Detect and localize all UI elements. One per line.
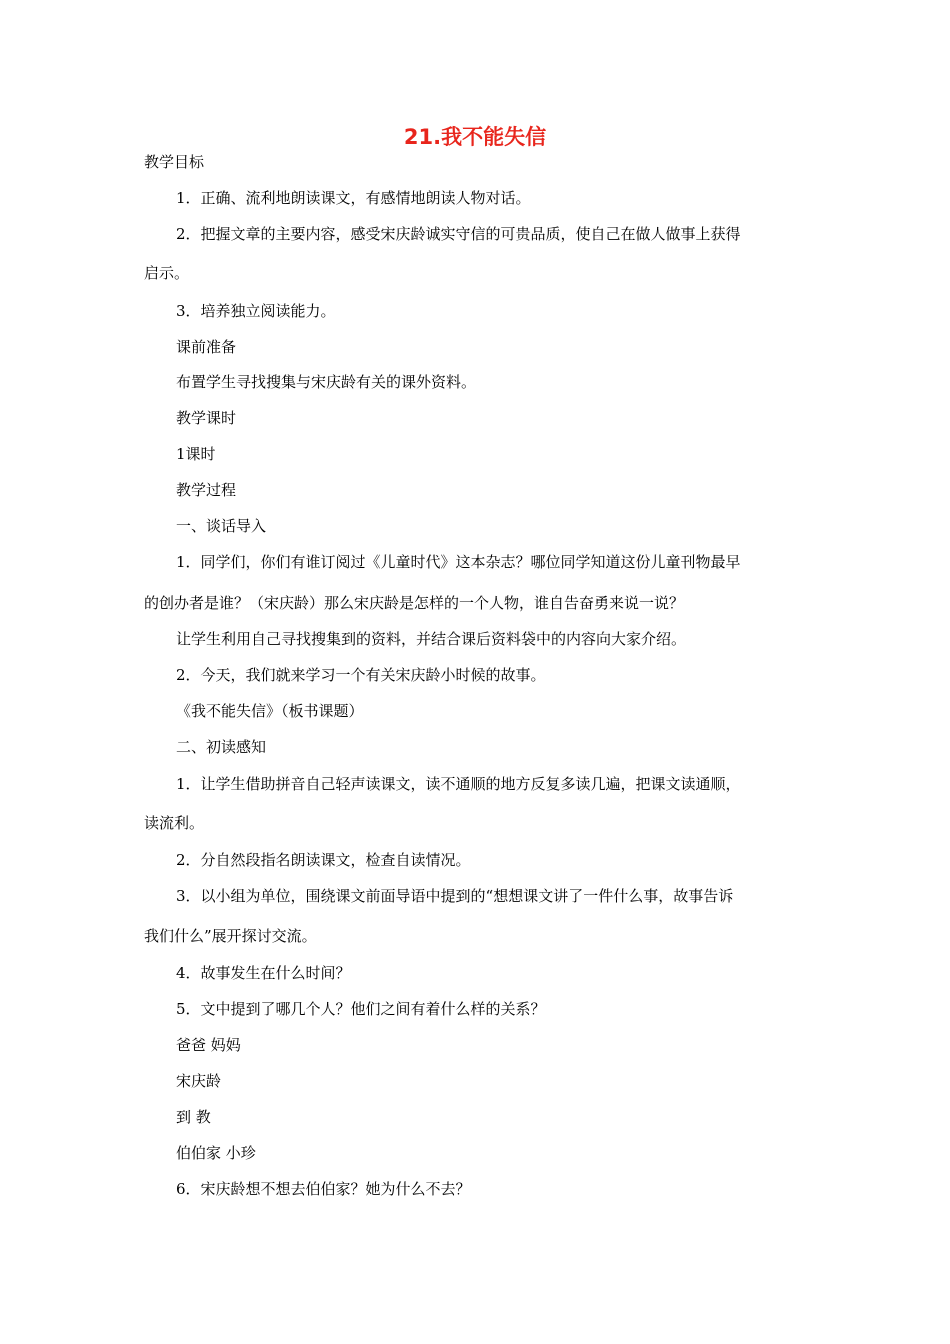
paragraph-continuation: 我们什么”展开探讨交流。 <box>144 927 317 945</box>
paragraph: 4．故事发生在什么时间？ <box>176 964 351 982</box>
paragraph-heading-objectives: 教学目标 <box>144 153 205 171</box>
paragraph-diagram-line: 伯伯家 小珍 <box>176 1144 256 1162</box>
paragraph: 布置学生寻找搜集与宋庆龄有关的课外资料。 <box>176 373 477 391</box>
paragraph: 3．以小组为单位，围绕课文前面导语中提到的“想想课文讲了一件什么事，故事告诉 <box>176 887 734 905</box>
paragraph: 1．同学们，你们有谁订阅过《儿童时代》这本杂志？哪位同学知道这份儿童刊物最早 <box>176 553 741 571</box>
paragraph-heading-process: 教学过程 <box>176 481 237 499</box>
paragraph-continuation: 的创办者是谁？（宋庆龄）那么宋庆龄是怎样的一个人物，谁自告奋勇来说一说？ <box>144 594 685 612</box>
paragraph: 5．文中提到了哪几个人？他们之间有着什么样的关系？ <box>176 1000 546 1018</box>
paragraph: 《我不能失信》（板书课题） <box>176 702 364 720</box>
paragraph: 让学生利用自己寻找搜集到的资料，并结合课后资料袋中的内容向大家介绍。 <box>176 630 687 648</box>
section-heading-first-reading: 二、初读感知 <box>176 738 267 756</box>
paragraph-heading-preparation: 课前准备 <box>176 338 237 356</box>
document-title: 21.我不能失信 <box>403 125 547 149</box>
paragraph: 1．让学生借助拼音自己轻声读课文，读不通顺的地方反复多读几遍，把课文读通顺， <box>176 775 741 793</box>
paragraph: 1课时 <box>176 445 216 463</box>
paragraph: 2．今天，我们就来学习一个有关宋庆龄小时候的故事。 <box>176 666 546 684</box>
paragraph: 3．培养独立阅读能力。 <box>176 302 336 320</box>
paragraph-continuation: 启示。 <box>144 264 190 282</box>
paragraph: 6．宋庆龄想不想去伯伯家？她为什么不去？ <box>176 1180 471 1198</box>
section-heading-intro: 一、谈话导入 <box>176 517 267 535</box>
paragraph-diagram-line: 宋庆龄 <box>176 1072 222 1090</box>
paragraph: 1．正确、流利地朗读课文，有感情地朗读人物对话。 <box>176 189 531 207</box>
paragraph: 2．分自然段指名朗读课文，检查自读情况。 <box>176 851 471 869</box>
paragraph-continuation: 读流利。 <box>144 814 205 832</box>
paragraph-diagram-line: 爸爸 妈妈 <box>176 1036 241 1054</box>
paragraph-diagram-line: 到 教 <box>176 1108 211 1126</box>
paragraph-heading-periods: 教学课时 <box>176 409 237 427</box>
paragraph: 2．把握文章的主要内容，感受宋庆龄诚实守信的可贵品质，使自己在做人做事上获得 <box>176 225 741 243</box>
